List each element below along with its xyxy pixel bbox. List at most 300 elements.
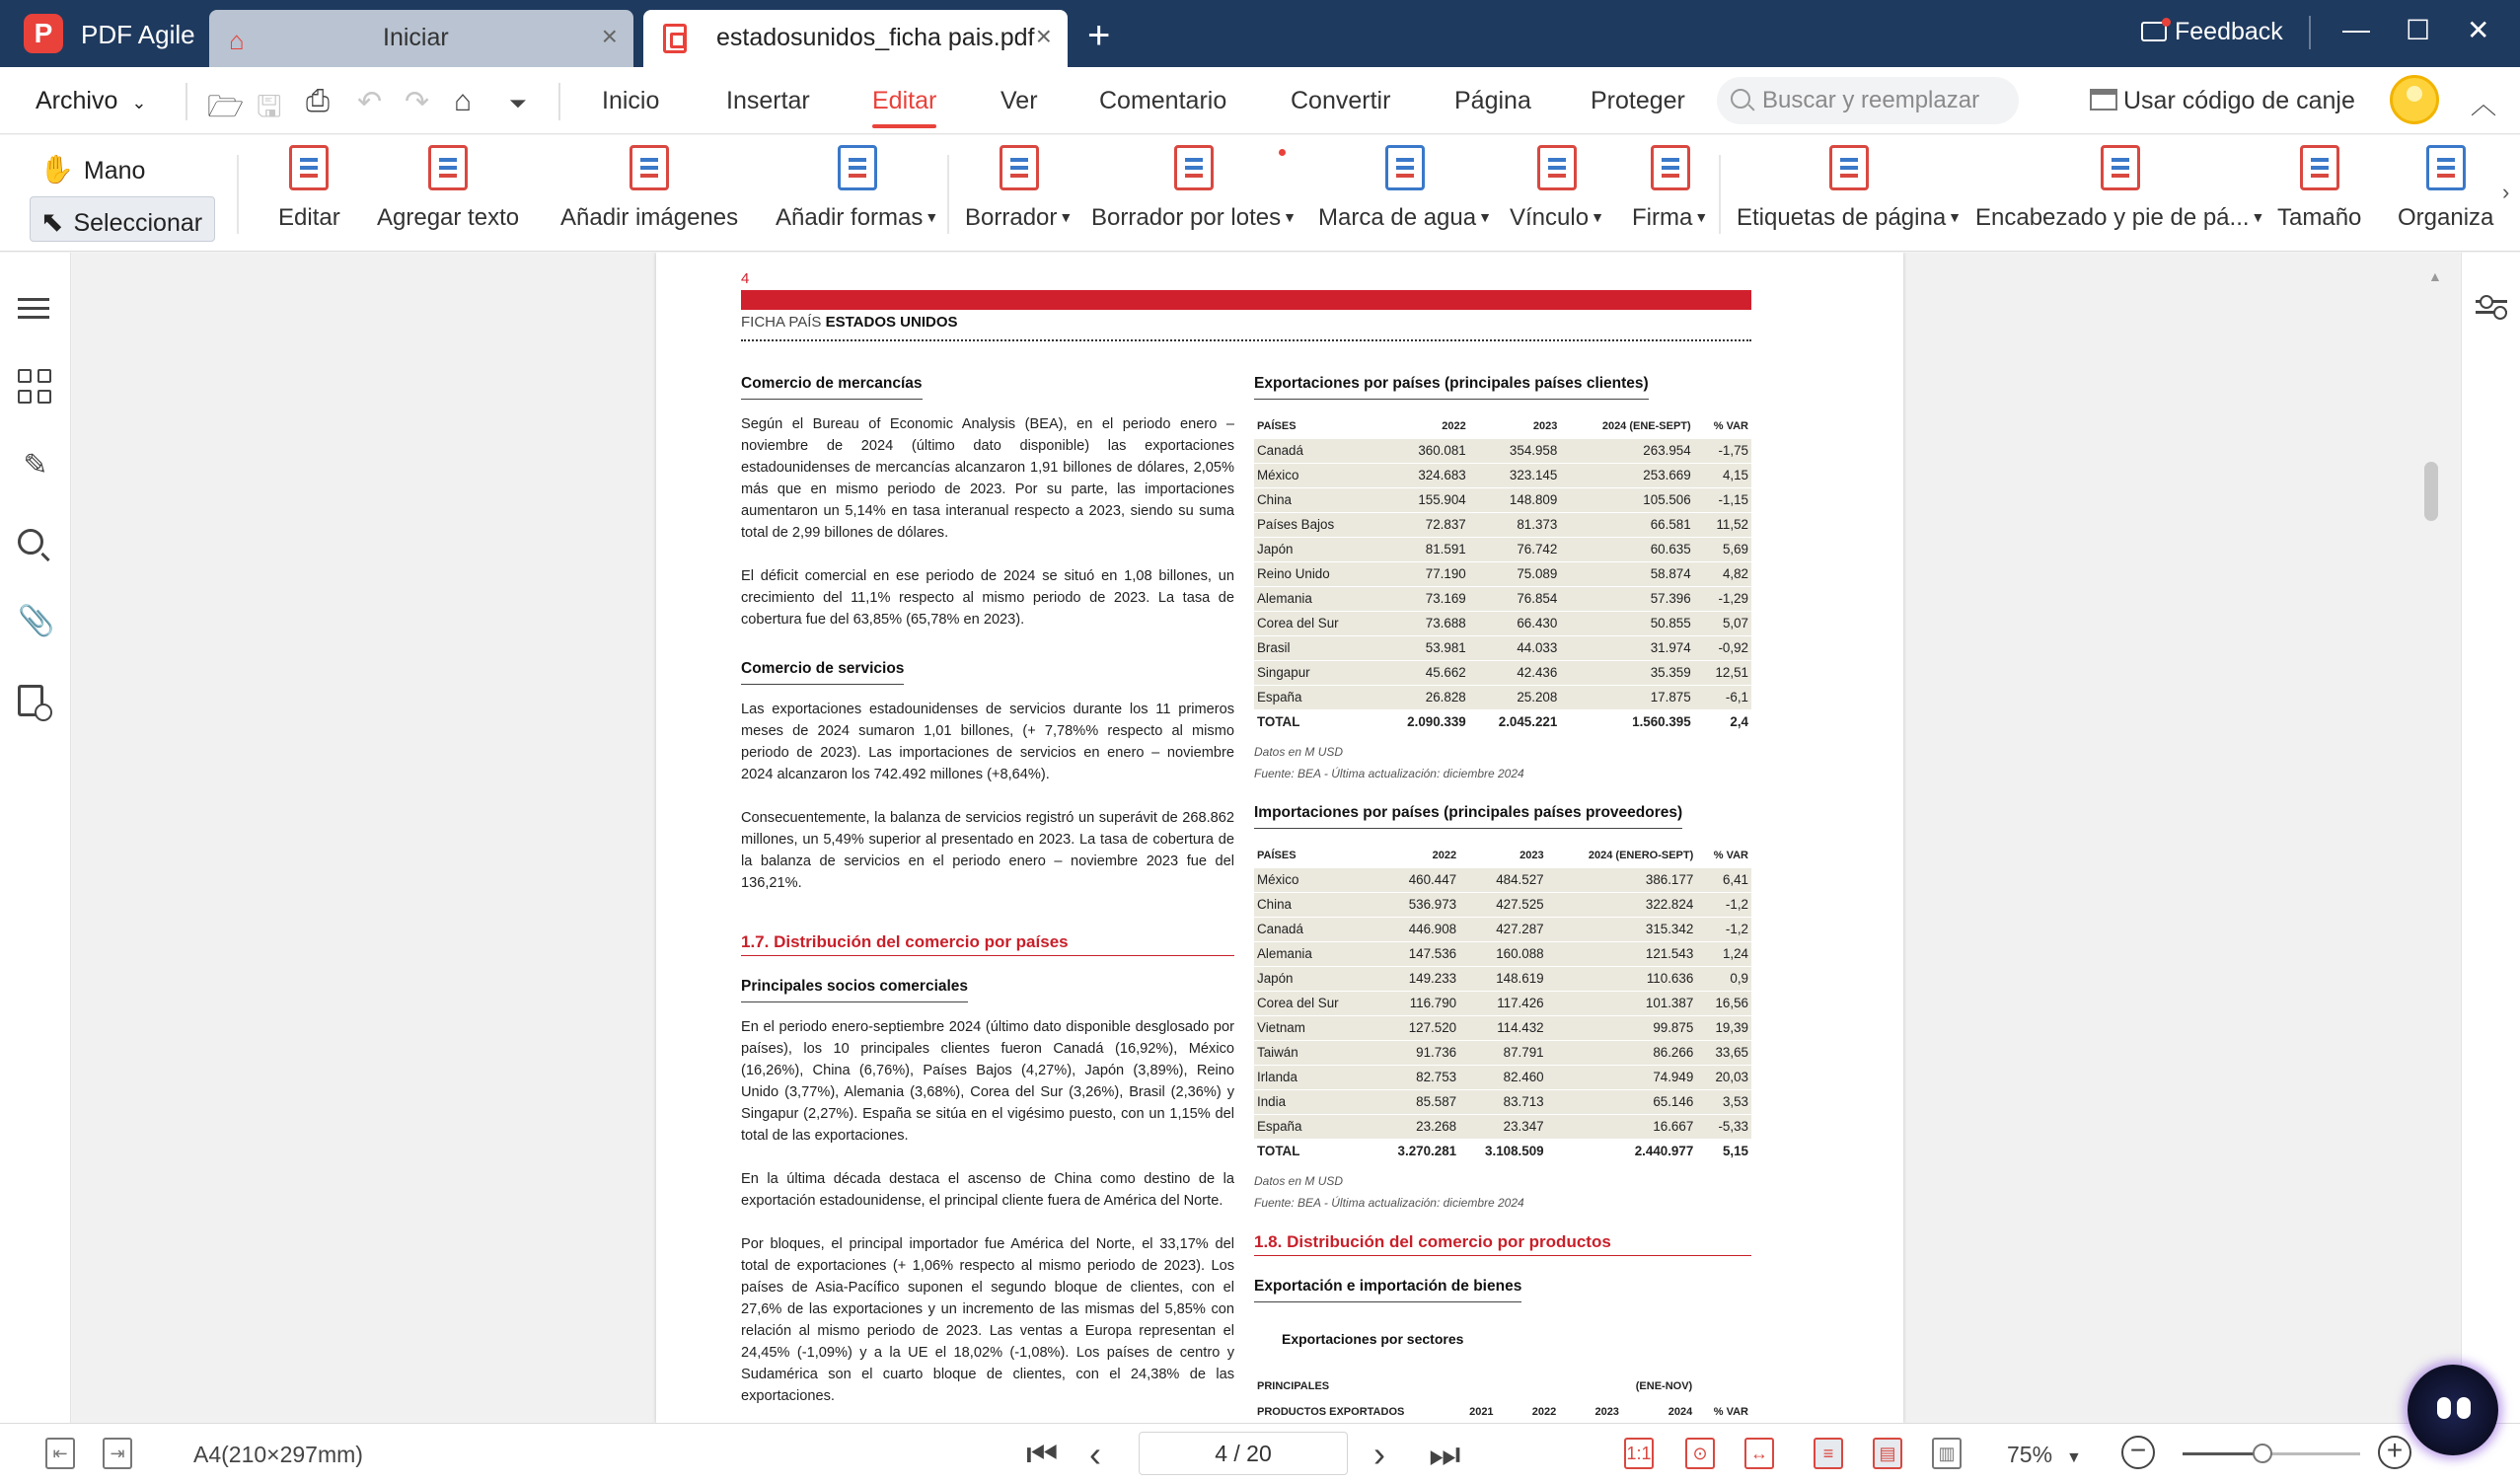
next-page-icon[interactable]: ›	[1373, 1434, 1385, 1474]
table-cell: 1,24	[1696, 942, 1751, 967]
col-header: 2023	[1519, 850, 1544, 861]
single-page-view-icon[interactable]: ▤	[1873, 1438, 1902, 1469]
table-cell: 105.506	[1560, 488, 1693, 513]
table-cell: TOTAL	[1254, 1140, 1372, 1164]
table-row	[1254, 967, 1751, 992]
vertical-scrollbar[interactable]	[2424, 462, 2438, 521]
paragraph: El déficit comercial en ese periodo de 2024 se situó en 1,08 billones, un crecimiento del 11,1% respecto al mismo periodo de 2023. La tasa de cobertura fue del 63,85% (65,78% en 2023).	[741, 568, 1234, 628]
actual-size-icon[interactable]: 1:1	[1624, 1438, 1654, 1469]
pdf-page[interactable]	[656, 253, 1903, 1423]
tool-label: Editar	[278, 204, 340, 231]
col-header: PAÍSES	[1257, 420, 1297, 432]
table-cell: -5,33	[1696, 1115, 1751, 1140]
table-cell: 427.287	[1459, 918, 1547, 942]
table-cell: 76.742	[1469, 538, 1561, 562]
zoom-out-icon[interactable]: −	[2121, 1436, 2155, 1469]
paragraph: Según el Bureau of Economic Analysis (BEA), en el periodo enero – noviembre de 2024 (último dato disponible) las exportaciones estadounidenses de mercancías alcanzaron 1,91 billones de dólares, 2,05% más que en mismo periodo de 2023. Por su parte, las importaciones aumentaron un 5,14% en tasa interanual respecto a 2023, siendo su suma total de 2,99 billones de dólares.	[741, 416, 1234, 541]
menu-icon[interactable]	[18, 292, 53, 328]
menu-inicio[interactable]: Inicio	[602, 87, 660, 114]
table-row	[1254, 992, 1751, 1016]
table-cell: 87.791	[1459, 1041, 1547, 1066]
col-header	[1497, 1373, 1560, 1399]
search-replace-box[interactable]	[1717, 77, 2019, 124]
tool-label: Marca de agua	[1318, 204, 1477, 231]
document-viewer[interactable]	[72, 253, 2460, 1423]
table-cell: -1,15	[1694, 488, 1751, 513]
tool-label: Borrador por lotes	[1091, 204, 1282, 231]
section-title: 1.8. Distribución del comercio por productos	[1254, 1231, 1751, 1256]
pdf-file-icon	[663, 24, 687, 53]
table-row	[1254, 1115, 1751, 1140]
table-cell: 17.875	[1560, 686, 1693, 710]
table-cell: 116.790	[1372, 992, 1460, 1016]
table-title: Exportaciones por países (principales países clientes)	[1254, 373, 1649, 400]
search-icon	[1731, 89, 1750, 109]
batch-eraser-tool-button[interactable]	[1091, 145, 1297, 232]
subheading: Exportación e importación de bienes	[1254, 1276, 1521, 1302]
eraser-icon	[1000, 145, 1039, 190]
table-cell: Singapur	[1254, 661, 1377, 686]
table-cell: 3.270.281	[1372, 1140, 1460, 1164]
last-page-icon[interactable]: ⏭	[1429, 1434, 1461, 1474]
table-cell: 5,07	[1694, 612, 1751, 636]
table-cell: 99.875	[1547, 1016, 1697, 1041]
dropdown-arrow-icon: ▼	[1283, 209, 1297, 225]
menu-pagina[interactable]: Página	[1454, 87, 1531, 114]
annotation-pen-icon[interactable]: ✎	[23, 449, 48, 482]
print-icon[interactable]: ⎙	[306, 85, 330, 117]
table-cell: -1,29	[1694, 587, 1751, 612]
table-total-row	[1254, 1140, 1751, 1164]
col-header: 2023	[1594, 1406, 1619, 1418]
table-cell: 83.713	[1459, 1090, 1547, 1115]
table-cell: 3.108.509	[1459, 1140, 1547, 1164]
menu-proteger[interactable]: Proteger	[1591, 87, 1685, 114]
col-header: 2021	[1469, 1406, 1494, 1418]
assistant-eye	[2437, 1397, 2451, 1419]
dropdown-arrow-icon: ▼	[1059, 209, 1074, 225]
organize-tool-button[interactable]	[2398, 145, 2493, 232]
table-cell: 315.342	[1547, 918, 1697, 942]
table-cell: 5,15	[1696, 1140, 1751, 1164]
table-cell: 148.809	[1469, 488, 1561, 513]
batch-eraser-icon	[1174, 145, 1214, 190]
table-cell: 2.090.339	[1377, 710, 1469, 735]
header-title: ESTADOS UNIDOS	[825, 314, 958, 331]
watermark-tool-button[interactable]	[1318, 145, 1492, 232]
col-header: % VAR	[1713, 1406, 1748, 1418]
tool-label: Etiquetas de página	[1737, 204, 1947, 231]
dotted-divider	[741, 339, 1751, 341]
redeem-icon	[2090, 89, 2117, 111]
table-row	[1254, 942, 1751, 967]
archivo-menu[interactable]	[36, 87, 146, 115]
table-cell: 2.045.221	[1469, 710, 1561, 735]
dropdown-arrow-icon: ▼	[1478, 209, 1492, 225]
page-back-icon[interactable]: ⇤	[45, 1438, 75, 1469]
watermark-icon	[1385, 145, 1425, 190]
redo-icon[interactable]: ↷	[405, 86, 430, 118]
table-cell: 446.908	[1372, 918, 1460, 942]
table-cell: 160.088	[1459, 942, 1547, 967]
page-header	[741, 314, 958, 331]
status-bar	[0, 1423, 2520, 1483]
sector-exports-table	[1254, 1373, 1751, 1423]
table-cell: China	[1254, 893, 1372, 918]
col-header: PAÍSES	[1257, 850, 1297, 861]
first-page-icon[interactable]: ⏮	[1026, 1434, 1059, 1474]
table-cell: 4,15	[1694, 464, 1751, 488]
table-cell: 58.874	[1560, 562, 1693, 587]
table-cell: -1,2	[1696, 893, 1751, 918]
table-cell: 73.169	[1377, 587, 1469, 612]
attachment-icon[interactable]: 📎	[18, 605, 55, 637]
table-row	[1254, 868, 1751, 893]
fit-page-icon[interactable]: ⊙	[1685, 1438, 1715, 1469]
divider	[185, 83, 187, 120]
table-cell: 360.081	[1377, 439, 1469, 464]
subheading: Comercio de servicios	[741, 658, 904, 685]
col-header: 2022	[1442, 420, 1466, 432]
table-cell: España	[1254, 686, 1377, 710]
table-total-row	[1254, 710, 1751, 735]
table-cell: 155.904	[1377, 488, 1469, 513]
table-cell: 23.268	[1372, 1115, 1460, 1140]
dropdown-arrow-icon: ▼	[1591, 209, 1604, 225]
previous-page-icon[interactable]: ‹	[1089, 1434, 1101, 1474]
table-cell: TOTAL	[1254, 710, 1377, 735]
table-cell: 75.089	[1469, 562, 1561, 587]
tool-label: Añadir formas	[776, 204, 924, 231]
col-header	[1695, 1373, 1751, 1399]
tool-label: Tamaño	[2277, 204, 2362, 231]
subheading: Comercio de mercancías	[741, 373, 923, 400]
imports-table	[1254, 843, 1751, 1164]
table-cell: 121.543	[1547, 942, 1697, 967]
menu-convertir[interactable]: Convertir	[1291, 87, 1391, 114]
exports-table	[1254, 413, 1751, 735]
table-cell: 484.527	[1459, 868, 1547, 893]
signature-tool-button[interactable]	[1632, 145, 1708, 232]
select-mode-button[interactable]	[30, 196, 215, 242]
table-cell: 45.662	[1377, 661, 1469, 686]
col-header: 2024 (ENE-SEPT)	[1601, 420, 1691, 432]
table-cell: -6,1	[1694, 686, 1751, 710]
close-tab-icon[interactable]: ×	[601, 21, 618, 51]
minimize-icon[interactable]: —	[2342, 14, 2370, 44]
hand-mode-button[interactable]	[30, 145, 215, 190]
table-cell: 57.396	[1560, 587, 1693, 612]
header-red-bar	[741, 290, 1751, 310]
paragraph: Por bloques, el principal importador fue América del Norte, el 33,17% del total de exportaciones (+ 1,06% respecto al mismo periodo de 2023). Los países de Asia-Pacífico suponen el segundo bloque de clientes, con el 27,6% de las exportaciones y un incremento de las mismas del 5,85% con relación al mismo periodo de 2023. Las ventas a Europa representan el 24,45% (-1,09%) y a la UE el 18,02% (-1,08%). Los países de centro y Sudamérica son el cuarto bloque de clientes, con el 24,38% de las exportaciones.	[741, 1236, 1234, 1404]
divider	[237, 155, 239, 234]
header-prefix: FICHA PAÍS	[741, 314, 822, 331]
table-cell: 73.688	[1377, 612, 1469, 636]
table-cell: España	[1254, 1115, 1372, 1140]
right-column	[1254, 367, 1751, 1423]
page-size-tool-button[interactable]	[2277, 145, 2361, 232]
tool-label: Agregar texto	[377, 204, 520, 231]
add-text-icon	[428, 145, 468, 190]
table-row	[1254, 1090, 1751, 1115]
close-window-icon[interactable]: ✕	[2467, 15, 2490, 45]
tool-label: Firma	[1632, 204, 1693, 231]
continuous-view-icon[interactable]: ≡	[1814, 1438, 1843, 1469]
header-footer-tool-button[interactable]	[1975, 145, 2264, 232]
page-forward-icon[interactable]: ⇥	[103, 1438, 132, 1469]
close-tab-icon[interactable]: ×	[1035, 21, 1052, 51]
table-cell: 110.636	[1547, 967, 1697, 992]
tab-label: estadosunidos_ficha pais.pdf	[716, 24, 1035, 51]
table-cell: Corea del Sur	[1254, 612, 1377, 636]
table-cell: 31.974	[1560, 636, 1693, 661]
maximize-icon[interactable]: ☐	[2406, 15, 2431, 45]
table-source: Fuente: BEA - Última actualización: diciembre 2024	[1254, 767, 1524, 780]
table-cell: 33,65	[1696, 1041, 1751, 1066]
assistant-eye	[2457, 1397, 2471, 1419]
table-row	[1254, 661, 1751, 686]
table-cell: 386.177	[1547, 868, 1697, 893]
properties-sliders-icon[interactable]	[2476, 292, 2507, 322]
table-cell: 324.683	[1377, 464, 1469, 488]
zoom-in-icon[interactable]: +	[2378, 1436, 2411, 1469]
tool-label: Vínculo	[1510, 204, 1590, 231]
link-tool-button[interactable]	[1510, 145, 1604, 232]
table-cell: 101.387	[1547, 992, 1697, 1016]
table-cell: 72.837	[1377, 513, 1469, 538]
feedback-label: Feedback	[2175, 18, 2283, 45]
table-cell: 114.432	[1459, 1016, 1547, 1041]
table-source: Fuente: BEA - Última actualización: diciembre 2024	[1254, 1196, 1524, 1210]
table-cell: 427.525	[1459, 893, 1547, 918]
customize-dropdown-icon[interactable]: ⏷	[509, 91, 527, 115]
zoom-slider-thumb[interactable]	[2253, 1444, 2272, 1463]
table-cell: 323.145	[1469, 464, 1561, 488]
table-cell: Vietnam	[1254, 1016, 1372, 1041]
paragraph: En la última década destaca el ascenso de China como destino de la exportación estadounidense, el principal cliente fuera de América del Norte.	[741, 1171, 1234, 1209]
zoom-level-dropdown[interactable]	[2007, 1442, 2082, 1468]
paragraph: En el periodo enero-septiembre 2024 (último dato disponible desglosado por países), los 10 principales clientes fueron Canadá (16,92%), México (16,26%), China (6,76%), Países Bajos (4,27%), Japón (3,89%), Reino Unido (3,77%), Alemania (3,68%), Corea del Sur (3,26%), Brasil (2,36%) y Singapur (2,27%). España se sitúa en el vigésimo puesto, con un 1,15% del total de las exportaciones.	[741, 1019, 1234, 1144]
table-cell: 127.520	[1372, 1016, 1460, 1041]
table-cell: Japón	[1254, 538, 1377, 562]
chevron-down-icon: ▼	[2066, 1449, 2082, 1466]
subheading-small: Exportaciones por sectores	[1282, 1331, 1464, 1347]
divider	[947, 155, 949, 234]
ribbon-scroll-right-icon[interactable]: ›	[2502, 180, 2510, 204]
chevron-down-icon: ⌄	[131, 93, 147, 112]
table-cell: 354.958	[1469, 439, 1561, 464]
table-cell: 4,82	[1694, 562, 1751, 587]
table-cell: 65.146	[1547, 1090, 1697, 1115]
scroll-up-arrow-icon[interactable]: ▲	[2428, 268, 2442, 284]
table-row	[1254, 636, 1751, 661]
tab-document[interactable]	[643, 10, 1068, 67]
organize-icon	[2426, 145, 2466, 190]
table-row	[1254, 439, 1751, 464]
table-row	[1254, 1066, 1751, 1090]
open-folder-icon[interactable]: 🗁	[207, 91, 245, 123]
hand-mode-label: Mano	[83, 157, 146, 185]
table-cell: 91.736	[1372, 1041, 1460, 1066]
table-cell: 25.208	[1469, 686, 1561, 710]
add-shapes-tool-button[interactable]	[776, 145, 938, 232]
redeem-code-button[interactable]	[2090, 87, 2355, 115]
eraser-tool-button[interactable]	[965, 145, 1073, 232]
table-cell: 2,4	[1694, 710, 1751, 735]
table-row	[1254, 893, 1751, 918]
table-cell: 44.033	[1469, 636, 1561, 661]
app-logo-icon: P	[24, 14, 63, 53]
table-row	[1254, 587, 1751, 612]
table-cell: México	[1254, 868, 1372, 893]
table-cell: 81.373	[1469, 513, 1561, 538]
select-mode-label: Seleccionar	[73, 209, 203, 237]
table-cell: 460.447	[1372, 868, 1460, 893]
menu-ver[interactable]: Ver	[1001, 87, 1038, 114]
col-header: PRINCIPALES	[1257, 1380, 1330, 1392]
tab-label: Iniciar	[383, 24, 449, 51]
page-labels-icon	[1829, 145, 1869, 190]
document-history-icon[interactable]	[18, 685, 53, 720]
table-row	[1254, 464, 1751, 488]
undo-icon[interactable]: ↶	[357, 86, 383, 118]
cursor-icon: ⬉	[40, 206, 64, 237]
page-labels-tool-button[interactable]	[1737, 145, 1962, 232]
table-cell: China	[1254, 488, 1377, 513]
table-title: Importaciones por países (principales países proveedores)	[1254, 802, 1682, 829]
col-header: 2024	[1668, 1406, 1693, 1418]
table-row	[1254, 612, 1751, 636]
table-cell: 50.855	[1560, 612, 1693, 636]
table-cell: 117.426	[1459, 992, 1547, 1016]
col-header: 2023	[1532, 420, 1558, 432]
menu-insertar[interactable]: Insertar	[726, 87, 810, 114]
edit-document-icon	[289, 145, 329, 190]
edit-tool-button[interactable]	[278, 145, 340, 232]
table-cell: Corea del Sur	[1254, 992, 1372, 1016]
collapse-ribbon-icon[interactable]: ︿	[2471, 90, 2497, 119]
add-text-tool-button[interactable]	[377, 145, 519, 232]
table-row	[1254, 562, 1751, 587]
tool-label: Borrador	[965, 204, 1058, 231]
section-title: 1.7. Distribución del comercio por países	[741, 931, 1234, 956]
zoom-slider[interactable]	[2183, 1452, 2360, 1455]
table-row	[1254, 1041, 1751, 1066]
col-header: PRODUCTOS EXPORTADOS	[1257, 1406, 1405, 1418]
col-header: (ENE-NOV)	[1635, 1380, 1693, 1392]
table-cell: Brasil	[1254, 636, 1377, 661]
redeem-label: Usar código de canje	[2123, 87, 2355, 114]
table-cell: 3,53	[1696, 1090, 1751, 1115]
title-bar	[0, 0, 2520, 67]
feedback-button[interactable]	[2141, 18, 2283, 46]
table-cell: 2.440.977	[1547, 1140, 1697, 1164]
col-header	[1559, 1373, 1622, 1399]
header-footer-icon	[2101, 145, 2140, 190]
menu-comentario[interactable]: Comentario	[1099, 87, 1227, 114]
table-cell: -1,75	[1694, 439, 1751, 464]
table-cell: 322.824	[1547, 893, 1697, 918]
feedback-icon	[2141, 22, 2167, 41]
subheading: Principales socios comerciales	[741, 976, 968, 1002]
add-images-tool-button[interactable]	[560, 145, 738, 232]
table-cell: 77.190	[1377, 562, 1469, 587]
table-cell: 19,39	[1696, 1016, 1751, 1041]
signature-icon	[1651, 145, 1690, 190]
table-cell: 16.667	[1547, 1115, 1697, 1140]
col-header: % VAR	[1713, 850, 1748, 861]
tool-label: Encabezado y pie de pá...	[1975, 204, 2250, 231]
page-indicator[interactable]: 4 / 20	[1139, 1432, 1348, 1475]
ai-assistant-button[interactable]	[2408, 1365, 2498, 1455]
dropdown-arrow-icon: ▼	[2251, 209, 2265, 225]
link-icon	[1537, 145, 1577, 190]
col-header: 2024 (ENERO-SEPT)	[1588, 850, 1694, 861]
col-header: 2022	[1531, 1406, 1557, 1418]
save-icon[interactable]: 🖫	[257, 91, 282, 123]
table-cell: 81.591	[1377, 538, 1469, 562]
new-tab-plus-icon[interactable]: +	[1087, 14, 1111, 57]
avatar[interactable]	[2390, 75, 2439, 124]
table-cell: Canadá	[1254, 439, 1377, 464]
left-column	[741, 367, 1234, 1423]
table-row	[1254, 918, 1751, 942]
divider	[558, 83, 560, 120]
table-note: Datos en M USD	[1254, 1174, 1344, 1188]
tool-label: Añadir imágenes	[560, 204, 739, 231]
table-cell: 66.430	[1469, 612, 1561, 636]
app-name: PDF Agile	[81, 20, 195, 49]
table-cell: 76.854	[1469, 587, 1561, 612]
home-icon: ⌂	[229, 26, 245, 55]
table-cell: 1.560.395	[1560, 710, 1693, 735]
table-cell: 53.981	[1377, 636, 1469, 661]
table-cell: 263.954	[1560, 439, 1693, 464]
dropdown-arrow-icon: ▼	[1948, 209, 1963, 225]
page-size-icon	[2300, 145, 2339, 190]
thumbnails-grid-icon[interactable]	[18, 369, 53, 405]
shapes-icon	[838, 145, 877, 190]
table-cell: 26.828	[1377, 686, 1469, 710]
search-icon[interactable]	[18, 529, 53, 564]
tab-iniciar[interactable]	[209, 10, 633, 67]
divider	[2309, 16, 2311, 49]
menu-bar	[0, 67, 2520, 134]
table-cell: 85.587	[1372, 1090, 1460, 1115]
menu-editar[interactable]: Editar	[872, 87, 937, 114]
table-note: Datos en M USD	[1254, 745, 1344, 759]
table-cell: Alemania	[1254, 942, 1372, 967]
two-page-view-icon[interactable]: ▥	[1932, 1438, 1962, 1469]
col-header: % VAR	[1713, 420, 1748, 432]
paragraph: Consecuentemente, la balanza de servicios registró un superávit de 268.862 millones, un 5,49% superior al presentado en 2023. La tasa de cobertura de la balanza de servicios en el periodo enero – noviembre 2023 fue del 136,21%.	[741, 810, 1234, 891]
table-cell: Alemania	[1254, 587, 1377, 612]
table-row	[1254, 488, 1751, 513]
table-cell: 23.347	[1459, 1115, 1547, 1140]
search-input[interactable]	[1762, 85, 2009, 116]
fit-width-icon[interactable]: ↔	[1744, 1438, 1774, 1469]
divider	[1719, 155, 1721, 234]
table-cell: Taiwán	[1254, 1041, 1372, 1066]
table-cell: 16,56	[1696, 992, 1751, 1016]
table-cell: 536.973	[1372, 893, 1460, 918]
col-header: 2022	[1432, 850, 1457, 861]
hand-icon: ✋	[39, 154, 74, 185]
table-cell: 5,69	[1694, 538, 1751, 562]
tool-label: Organiza	[2398, 204, 2494, 231]
home-icon[interactable]: ⌂	[454, 85, 473, 117]
table-cell: 20,03	[1696, 1066, 1751, 1090]
